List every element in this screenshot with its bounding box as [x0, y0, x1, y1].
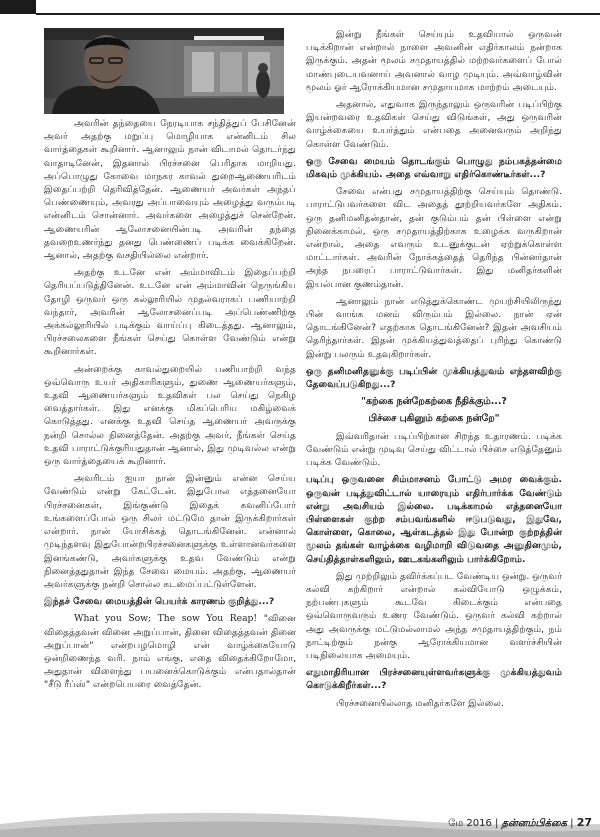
top-rule [36, 13, 600, 15]
page-number: 27 [576, 816, 592, 829]
right-paragraph-6: படிப்பு ஒருவனை சிம்மாசனம் போட்டு அமர வைக்கும். ஒருவன் படித்துவிட்டால் யாரையும் எதிர்பார்க்க வேண்டும் என்று அவசியம் இல்லை. படிக்காமல் எத்தனையோ பிள்ளைகள் குற்ற சம்பவங்களில் ஈடுபடுவது, இதுவே, கொள்ளை, கொலை, ஆள்கடத்தல் இது போன்ற குற்றத்தின் மூலம் தங்கள் வாழ்க்கை வழிமாறி விடுவதை அனுதினமும், செய்தித்தாள்களிலும், ஊடகங்களிலும் பார்க்கிறோம். [306, 474, 562, 565]
question-priority: எதுமாதிரியான பிரச்சனையுள்ளவர்களுக்கு முக்கியத்துவம் கொடுக்கிறீர்கள்...? [306, 667, 562, 692]
photo-graphic [44, 28, 284, 114]
right-paragraph-3: சேவை என்பது சமுதாயத்திற்கு செய்யும் தொண்டு. பாராட்டுபவர்களை விட அதைத் தூற்றியவர்களே அதிகம். ஒரு தனிமனிதன்தான், தன் குடும்பம் தன் பிள்ளை என்று நினைக்காமல், ஒரு சமுதாயத்திற்காக உழைக்க வருகிறான் என்றால், அதை எவரும் உடனுக்குடன் ஏற்றுக்கொள்ள மாட்டார்கள். அவரின் நோக்கத்தைத் தெரிந்த பின்னர்தான் அந்த நபரைப் பாராட்டுவார்கள். இது மனிதர்களின் இயல்பான குணம்தான். [306, 186, 562, 290]
quote-line-1: "கற்கை நன்றேகற்கை நீதிக்கும்...? [361, 396, 507, 408]
left-paragraph-3: அன்றைக்கு காவல்துறையில் பணியாற்றி வந்த ஒவ்வொரு உயர் அதிகாரிகளும், துணை ஆணையர்களும், உதவி ஆணையர்களும் உதவிகள் பல செய்து நெகிழ வைத்தார்கள். இது எனக்கு மிகப்பெரிய மகிழ்வைக் கொடுத்தது. எனக்கு உதவி செய்த ஆணையர் அவருக்கு நன்றி சொல்ல நினைத்தேன். அதற்கு அவர், நீங்கள் செய்த உதவி பாராட்டுக்குரியதுதான் ஆனால், இது முடிவல்ல என்று ஒரு வார்த்தையைக் கூறினார். [44, 363, 296, 468]
question-education: ஒரு தனிமனிதனுக்கு படிப்பின் முக்கியத்துவம் எந்தளவிற்கு தேவைப்படுகிறது...? [306, 365, 562, 391]
right-paragraph-5: இவ்வரிதான் படிப்பிற்கான சிறந்த உதாரணம். படிக்க வேண்டும் என்று முடிவு செய்து விட்டால் பிச்சை எடுத்தேனும் படிக்க வேண்டும். [306, 430, 562, 469]
footer-separator-2: | [570, 818, 577, 829]
page-footer [0, 806, 600, 837]
english-proverb: What you Sow; The sow You Reap! [74, 613, 258, 625]
right-text-column [306, 28, 562, 768]
magazine-name: தன்னம்பிக்கை [501, 818, 567, 829]
left-paragraph-5 [44, 612, 296, 691]
right-paragraph-7: இது முற்றிலும் தவிர்க்கப்பட வேண்டிய ஒன்று. ஒருவர் கல்வி கற்கிறார் என்றால் கல்வியோடு ஒழுக்கம், நற்பண்புகளும் கூடவே கிடைக்கும் என்பதை ஒவ்வொருவரும் உணர வேண்டும். ஒருவர் கல்வி கற்றால் அது அவருக்கு மட்டுமல்லாமல் அந்த சமுதாயத்திற்கும், நம் நாட்டிற்கும் நன்கு ஆரோக்கியமான வளர்ச்சியின் படிநிலையாக அமையும். [306, 570, 562, 661]
left-paragraph-4: அவரிடம் ஐயா நான் இன்னும் என்ன செய்ய வேண்டும் என்று கேட்டேன். இதுபோல எத்தனையோ பிரச்சனைகள், இங்குண்டு இதைக் கவனிப்போர் உங்களைப்போல் ஒரு சிலர் மட்டுமே தான் இருக்கிறார்கள் என்றார். நான் யோசிக்கத் தொடங்கினேன். என்னால் முடிந்தளவு இதுபோன்றபிரச்சனைகளுக்கு உள்ளானவர்களை இனங்கண்டு, அவர்களுக்கு உதவ வேண்டும் என்று நினைத்ததுதான் இந்த சேவை மையம். அதற்கு, ஆணையர் அவர்களுக்கு நன்றி சொல்ல கடமைப்பட்டுள்ளேன். [44, 473, 296, 590]
footer-separator: | [495, 818, 502, 829]
left-text-column [44, 117, 296, 810]
left-paragraph-2: அதற்கு உடனே என் அம்மாவிடம் இதைப்பற்றி தெரியப்படுத்தினேன். உடனே என் அம்மாவின் நெருங்கிய தோழி ஒருவர் ஒரு கல்லூரியில் முதல்வராகப் பணியாற்றி வந்தார், அவரின் ஆலோசனைப்படி அப்பெண்ணிற்கு அக்கல்லூரியில் படிக்கும் வாய்ப்பு கிடைத்தது. ஆனாலும், பிரச்சலைகளை நீங்கள் செய்து கொள்ள வேண்டும் என்று கூறினார்கள். [44, 267, 296, 358]
right-paragraph-1: இன்று நீங்கள் செய்யும் உதவியால் ஒருவன் படிக்கிறான் என்றால் நாளை அவனின் எதிர்காலம் நன்றாக இருக்கும். அதன் மூலம் சமுதாயத்தில் மற்றவர்களைப் போல் மாண்புடையவனாய் அவனால் வாழ முடியும். அவ்வாழ்வின் மூலம் ஓர் ஆரோக்கியமான சமுதாயமாக மாற்றம் அடையும். [306, 29, 562, 93]
footer-text [448, 816, 592, 830]
right-paragraph-8: பிரச்சனையில்லாத மனிதர்களே இல்லை. [336, 697, 504, 709]
left-paragraph-5-rest: "வினை விதைத்தவன் வினை அறுப்பான், தினை விதைத்தவன் தினை அறுப்பான்" என்றபழமொழி என் வாழ்க்கையோடு ஒன்றிணைந்த வரி. நாம் எங்கு, எதை விதைக்கிறோமோ, அதுதான் விளைந்து பயனைக்கொடுக்கும் என்பதால்தான் "சீடு ரீப்ஸ்" என்றபெயரை வைத்தேன். [44, 613, 296, 691]
interview-photo [44, 28, 284, 114]
quote-line-2: பிச்சை புகினும் கற்கை நன்றே" [368, 413, 500, 425]
question-name-origin: இந்தச் சேவை மையத்தின் பெயர்க் காரணம் குறித்து...? [44, 596, 275, 608]
footer-date: மே 2016 [448, 818, 492, 829]
left-paragraph-1: அவரின் தந்தையை நேரடியாக சந்தித்துப் பேசினேன் அவர் அதற்கு மறுப்பு மொழியாக என்னிடம் சில வார்த்தைகள் கூறினார். ஆனாலும் நான் விடாமல் தொடர்ந்து வாதாடினேன், இதனால் பிரச்சனை பெரிதாக மாறியது. அப்பொழுது கோவை மாநகர காவல் துறைஆணையரிடம் இதைப்பற்றி தெரிவித்தேன். ஆணையர் அவர்கள் அந்தப் பெண்ணையும், அவரது அப்பாவையும் அழைத்து வரும்படி என்னிடம் சொன்னார். அவர்களை அழைத்துச் சென்றேன். ஆணையரின் ஆலோசனையின்படி அவரின் தந்தை தவறைஉணர்ந்து தனது பெண்ணைப் படிக்க வைக்கிறேன். ஆனால், அதற்கு வசதியில்லை என்றார். [44, 118, 296, 262]
right-paragraph-4: ஆனாலும் நான் எடுத்துக்கொண்ட முயற்சியிலிருந்து பின் வாங்க மனம் விரும்பம் இல்லை. நான் ஏன் தொடங்கினேன்? எதற்காக தொடங்கினேன்? இதன் அவசியம் தெரிந்தார்கள். இதன் முக்கியத்துவத்தைப் புரிந்து கொண்டு இன்று பலரும் உதவுகிறார்கள். [306, 295, 562, 360]
question-trust: ஒரு சேவை மையம் தொடங்கும் பொழுது நம்பகத்தன்மை மிகவும் முக்கியம். அதை எவ்வாறு எதிர்கொண்டீர்கள்...? [306, 155, 562, 181]
top-corner-bar [0, 0, 36, 14]
right-paragraph-2: அதனால், எதுவாக இருந்தாலும் ஒருவரின் படிப்பிற்கு இயன்றவரை உதவிகள் செய்து விடுங்கள், அது ஒருவரின் வாழ்க்கையை உயர்த்தும் என்பதை அனைவரும் அறிந்து கொள்ள வேண்டும். [306, 99, 562, 150]
